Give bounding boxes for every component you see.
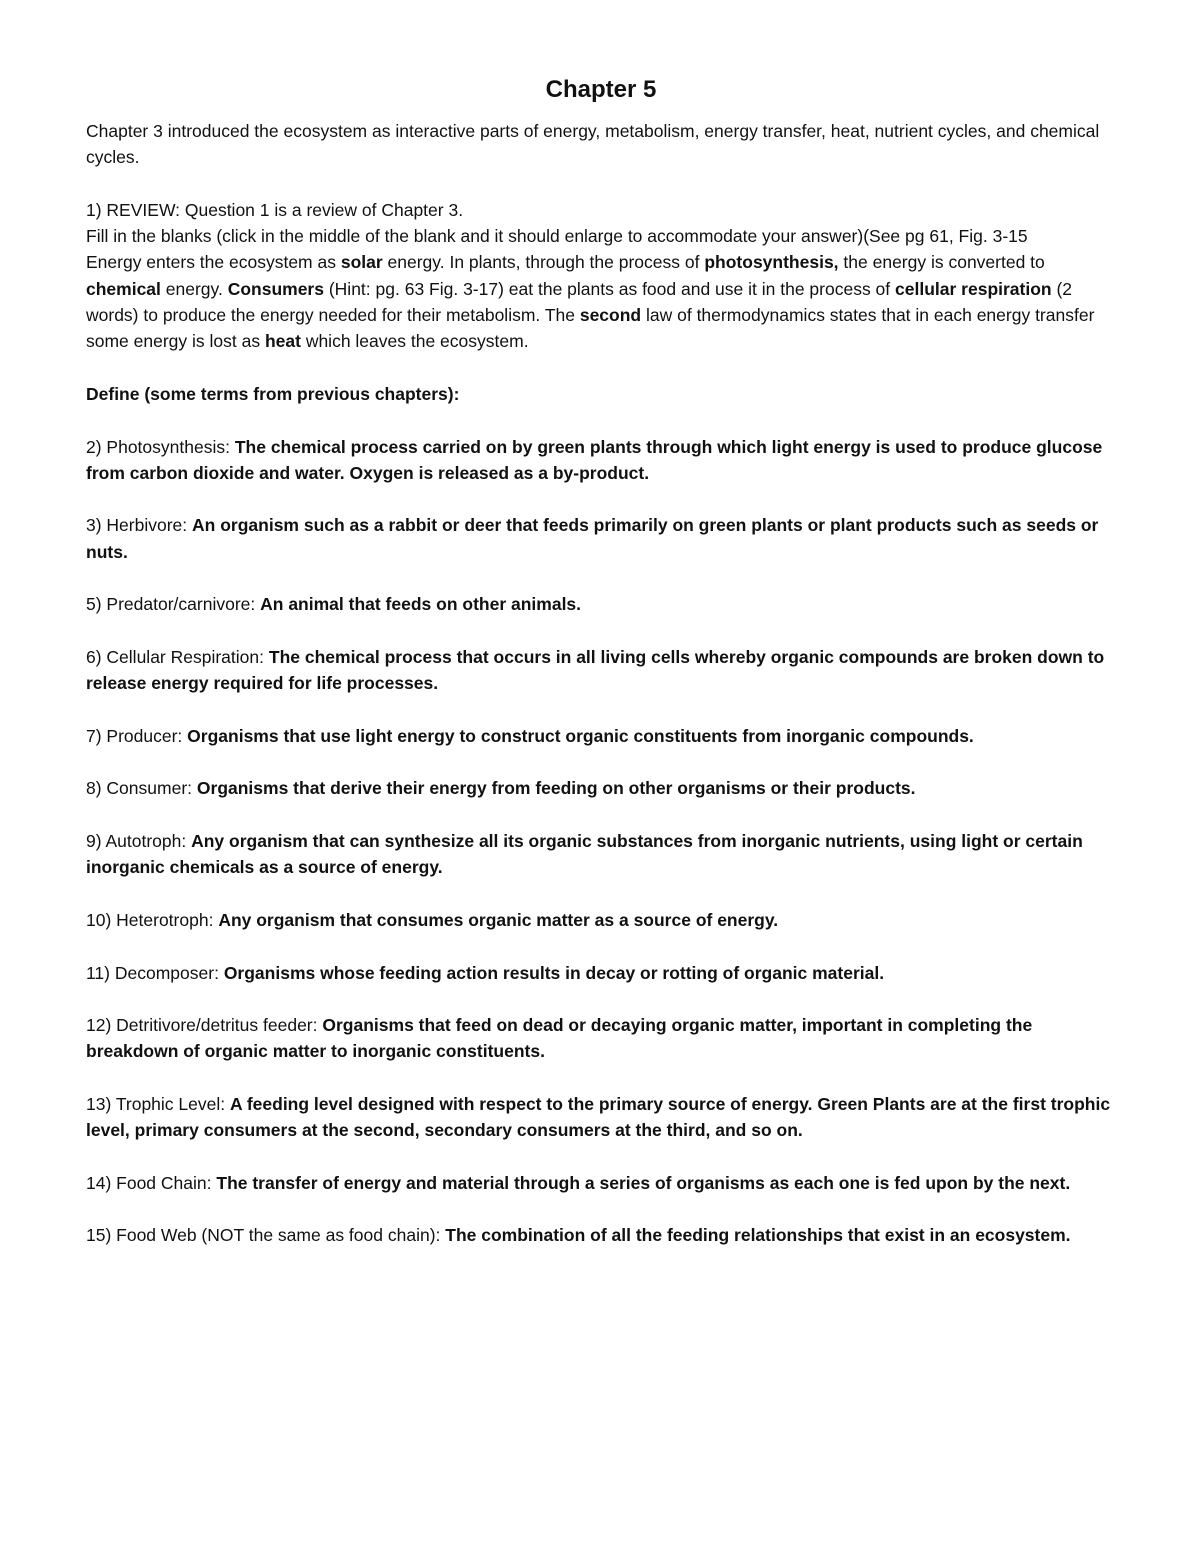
definition-answer[interactable]: Any organism that can synthesize all its organic substances from inorganic nutrients, using light or certain inorganic chemicals as a source of energy. bbox=[86, 831, 1083, 878]
definition-answer[interactable]: The combination of all the feeding relationships that exist in an ecosystem. bbox=[445, 1225, 1071, 1246]
definition-item bbox=[86, 1170, 1116, 1196]
define-heading: Define (some terms from previous chapters): bbox=[86, 383, 460, 404]
review-text: law of thermodynamics states that in each energy transfer some energy is lost as bbox=[86, 305, 1095, 352]
filled-answer[interactable]: solar bbox=[340, 252, 383, 273]
definition-item bbox=[86, 1012, 1116, 1065]
definition-item bbox=[86, 1222, 1116, 1248]
definition-answer[interactable]: Organisms that use light energy to construct organic constituents from inorganic compounds. bbox=[187, 725, 974, 746]
definition-answer[interactable]: Organisms whose feeding action results in decay or rotting of organic material. bbox=[223, 962, 885, 983]
definition-term: 11) Decomposer: bbox=[86, 962, 219, 983]
definition-item bbox=[86, 512, 1116, 565]
filled-answer[interactable]: cellular respiration bbox=[895, 278, 1052, 299]
definition-term: 7) Producer: bbox=[86, 725, 183, 746]
document-page bbox=[86, 72, 1116, 1275]
definition-answer[interactable]: The chemical process that occurs in all living cells whereby organic compounds are broken down to release energy required for life processes. bbox=[86, 646, 1105, 694]
filled-answer[interactable]: Consumers bbox=[227, 278, 324, 299]
definition-answer[interactable]: Any organism that consumes organic matter as a source of energy. bbox=[218, 909, 779, 930]
review-text: (2 words) to produce the energy needed for their metabolism. The bbox=[86, 278, 1073, 326]
definition-answer[interactable]: The chemical process carried on by green plants through which light energy is used to produce glucose from carbon dioxide and water. Oxygen is released as a by-product. bbox=[86, 436, 1103, 483]
filled-answer[interactable]: chemical bbox=[86, 278, 161, 299]
definition-term: 10) Heterotroph: bbox=[86, 909, 214, 930]
definition-answer[interactable]: Organisms that feed on dead or decaying organic matter, important in completing the breakdown of organic matter to inorganic constituents. bbox=[86, 1015, 1033, 1062]
review-text: the energy is converted to bbox=[838, 252, 1045, 273]
definition-term: 9) Autotroph: bbox=[86, 831, 187, 852]
page-title: Chapter 5 bbox=[545, 76, 657, 103]
review-fill-in-paragraph bbox=[86, 249, 1116, 354]
definition-term: 8) Consumer: bbox=[86, 778, 193, 799]
definition-term: 14) Food Chain: bbox=[86, 1172, 212, 1193]
review-instructions: Fill in the blanks (click in the middle of the blank and it should enlarge to accommodate your answer)(See pg 61, Fig. 3-15 bbox=[86, 226, 1028, 247]
filled-answer[interactable]: heat bbox=[264, 331, 301, 352]
definition-answer[interactable]: Organisms that derive their energy from feeding on other organisms or their products. bbox=[196, 778, 916, 799]
definition-item bbox=[86, 723, 1116, 749]
definition-item bbox=[86, 960, 1116, 986]
definition-term: 6) Cellular Respiration: bbox=[86, 646, 264, 667]
definition-answer[interactable]: A feeding level designed with respect to the primary source of energy. Green Plants are at the first trophic level, primary consumers at the second, secondary consumers at the third, and so on. bbox=[86, 1093, 1111, 1141]
review-text: energy. In plants, through the process of bbox=[382, 252, 705, 273]
definition-term: 2) Photosynthesis: bbox=[86, 436, 230, 457]
definition-answer[interactable]: The transfer of energy and material through a series of organisms as each one is fed upon by the next. bbox=[216, 1172, 1071, 1193]
review-text: which leaves the ecosystem. bbox=[300, 331, 529, 352]
definition-term: 5) Predator/carnivore: bbox=[86, 594, 256, 615]
review-text: Energy enters the ecosystem as bbox=[86, 252, 341, 273]
definition-item bbox=[86, 828, 1116, 881]
review-text: energy. bbox=[160, 278, 228, 299]
review-section bbox=[86, 197, 1116, 355]
definition-item bbox=[86, 907, 1116, 933]
definition-term: 3) Herbivore: bbox=[86, 515, 188, 536]
definition-item bbox=[86, 1091, 1116, 1144]
definitions-list bbox=[86, 434, 1116, 1249]
definition-item bbox=[86, 434, 1116, 487]
intro-paragraph: Chapter 3 introduced the ecosystem as interactive parts of energy, metabolism, energy transfer, heat, nutrient cycles, and chemical cycles. bbox=[86, 121, 1100, 168]
filled-answer[interactable]: photosynthesis, bbox=[704, 252, 839, 273]
filled-answer[interactable]: second bbox=[579, 305, 642, 326]
definition-term: 12) Detritivore/detritus feeder: bbox=[86, 1015, 318, 1036]
review-heading: 1) REVIEW: Question 1 is a review of Chapter 3. bbox=[86, 199, 464, 220]
review-text: (Hint: pg. 63 Fig. 3-17) eat the plants as food and use it in the process of bbox=[323, 278, 896, 299]
definition-term: 13) Trophic Level: bbox=[86, 1093, 226, 1114]
definition-term: 15) Food Web (NOT the same as food chain): bbox=[86, 1225, 441, 1246]
definition-answer[interactable]: An animal that feeds on other animals. bbox=[260, 594, 582, 615]
definition-answer[interactable]: An organism such as a rabbit or deer that feeds primarily on green plants or plant products such as seeds or nuts. bbox=[86, 515, 1099, 562]
definition-item bbox=[86, 591, 1116, 617]
definition-item bbox=[86, 775, 1116, 801]
definition-item bbox=[86, 644, 1116, 697]
